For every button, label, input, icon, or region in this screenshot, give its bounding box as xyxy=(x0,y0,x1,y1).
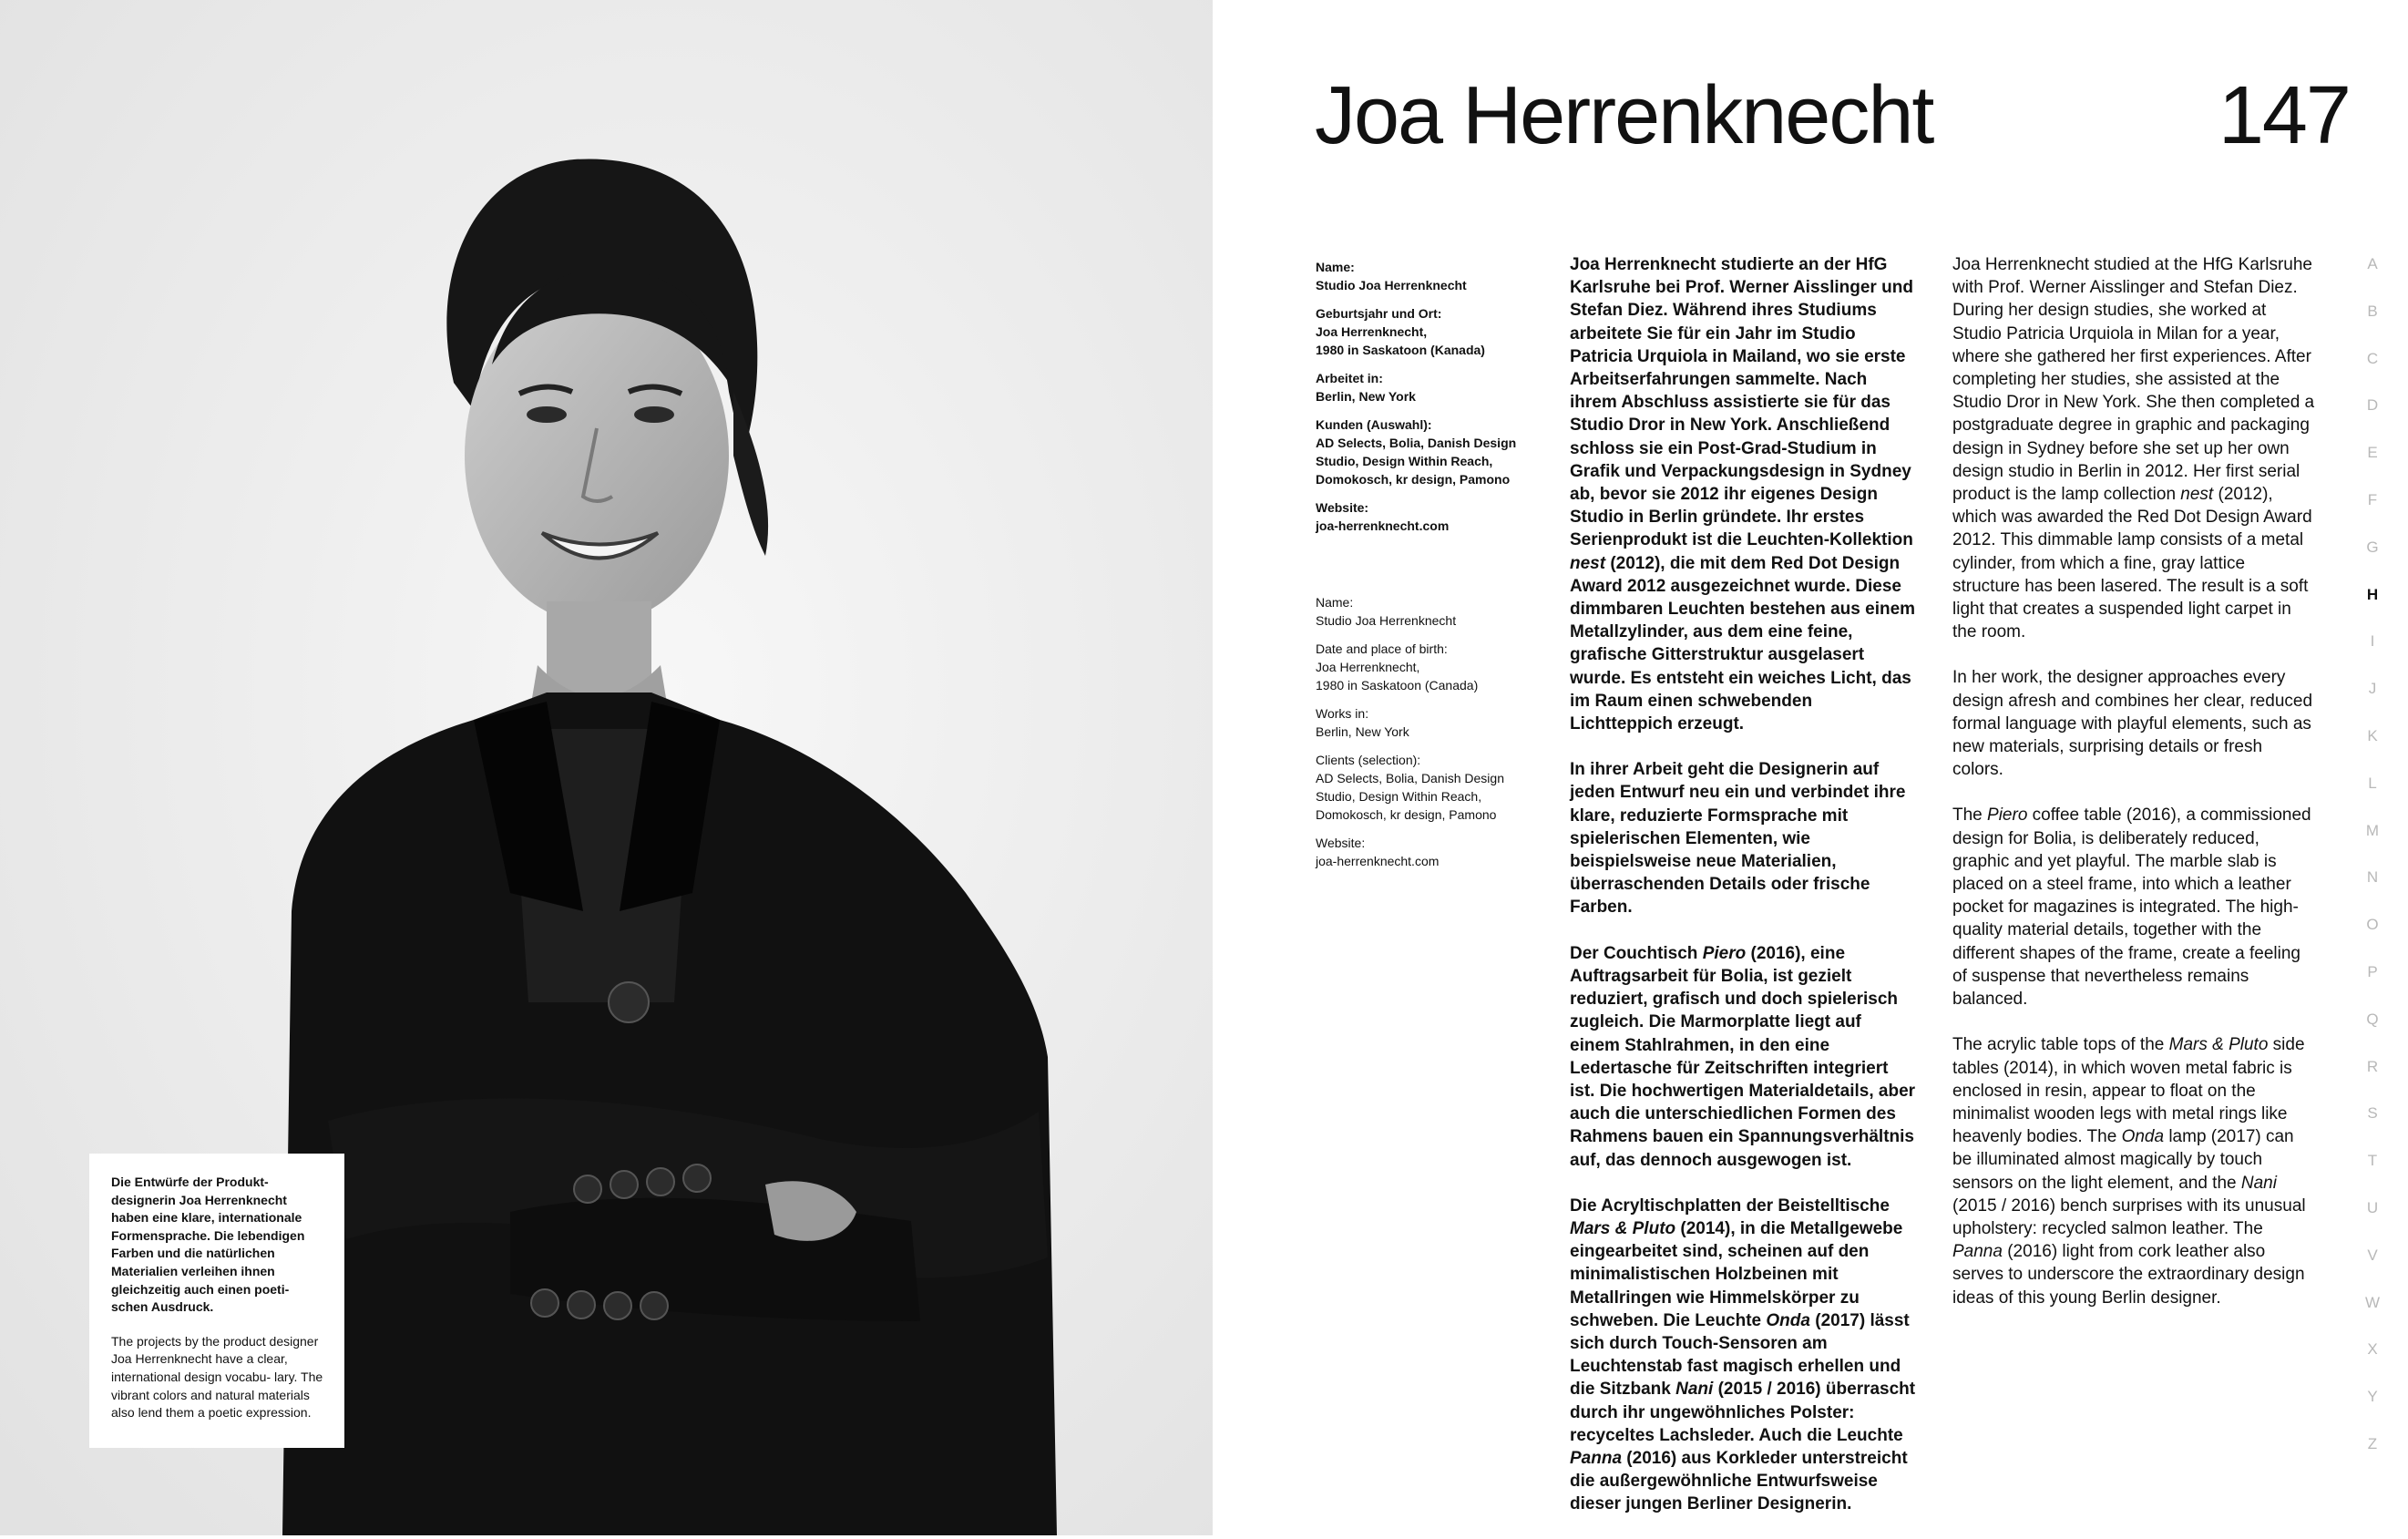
fact-value: Joa Herrenknecht, xyxy=(1316,324,1428,339)
fact-value: joa-herrenknecht.com xyxy=(1316,854,1440,868)
fact-website xyxy=(1316,498,1534,535)
fact-value: Berlin, New York xyxy=(1316,724,1409,739)
fact-value: 1980 in Saskatoon (Canada) xyxy=(1316,678,1479,693)
fact-value: 1980 in Saskatoon (Kanada) xyxy=(1316,343,1485,357)
alphabet-letter-r: R xyxy=(2366,1057,2379,1075)
alphabet-letter-b: B xyxy=(2367,302,2378,320)
alphabet-letter-e: E xyxy=(2367,444,2378,462)
paragraph: Joa Herrenknecht studied at the HfG Karlsruhe with Prof. Werner Aisslinger and Stefan Diez. During her design studies, she worked at Studio Patricia Urquiola in Milan for a year, where she gathered her first experiences. After completing her studies, she assisted at the Studio Dror in New York. She then completed a postgraduate degree in graphic and packaging design in Sydney before she set up her own design studio in Berlin in 2012. Her first serial product is the lamp collection nest (2012), which was awarded the Red Dot Design Award 2012. This dimmable lamp consists of a metal cylinder, from which a fine, gray lattice structure has been lasered. The result is a soft light that creates a suspended light carpet in the room. xyxy=(1952,255,2315,642)
fact-name xyxy=(1316,258,1534,294)
alphabet-letter-i: I xyxy=(2370,632,2375,651)
paragraph: In her work, the designer approaches every design afresh and combines her clear, reduced formal language with playful elements, such as new materials, surprising details or fresh colors. xyxy=(1952,668,2313,780)
alphabet-letter-w: W xyxy=(2364,1293,2381,1311)
designer-name-title: Joa Herrenknecht xyxy=(1315,70,1933,161)
fact-name xyxy=(1316,593,1534,630)
alphabet-letter-c: C xyxy=(2366,349,2379,367)
fact-value: AD Selects, Bolia, Danish Design Studio, Design Within Reach, Domokosch, kr design, Pamono xyxy=(1316,771,1504,822)
alphabet-letter-z: Z xyxy=(2367,1434,2378,1452)
fact-label: Arbeitet in: xyxy=(1316,371,1383,385)
fact-birth xyxy=(1316,640,1534,694)
alphabet-letter-j: J xyxy=(2368,680,2377,698)
page-number: 147 xyxy=(2218,70,2350,161)
fact-value: Joa Herrenknecht, xyxy=(1316,660,1420,674)
caption-german: Die Entwürfe der Produkt- designerin Joa Herrenknecht haben eine klare, internationale Formensprache. Die lebendigen Farben und die natürlichen Materialien verleihen ihnen gleichzeitig auch einen poeti- schen Ausdruck. xyxy=(111,1175,305,1315)
paragraph: The Piero coffee table (2016), a commissioned design for Bolia, is deliberately reduced, graphic and yet playful. The marble slab is placed on a steel frame, into which a leather pocket for magazines is integrated. The high-quality material details, together with the different shapes of the frame, create a feeling of suspense that nevertheless remains balanced. xyxy=(1952,805,2311,1010)
alphabet-letter-m: M xyxy=(2365,821,2380,839)
alphabet-letter-k: K xyxy=(2367,726,2378,744)
paragraph: Joa Herrenknecht studierte an der HfG Karlsruhe bei Prof. Werner Aisslinger und Stefan Diez. Während ihres Studiums arbeitete Sie für ein Jahr im Studio Patricia Urquiola in Mailand, wo sie erste Arbeitserfahrungen sammelte. Nach ihrem Abschluss assistierte sie für das Studio Dror in New York. Anschließend schloss sie ein Post-Grad-Studium in Grafik und Verpackungsdesign in Sydney ab, bevor sie 2012 ihr eigenes Design Studio in Berlin gründete. Ihr erstes Serienprodukt ist die Leuchten-Kollektion nest (2012), die mit dem Red Dot Design Award 2012 ausgezeichnet wurde. Diese dimmbaren Leuchten bestehen aus einem Metallzylinder, aus dem eine feine, grafische Gitterstruktur ausgelasert wurde. Es entsteht ein weiches Licht, das im Raum einen schwebenden Lichtteppich erzeugt. xyxy=(1570,255,1916,734)
paragraph: In ihrer Arbeit geht die Designerin auf jeden Entwurf neu ein und verbindet ihre klare, reduzierte Formsprache mit spielerischen Elementen, wie beispielsweise neue Materialien, überraschenden Details oder frische Farben. xyxy=(1570,760,1906,918)
fact-website xyxy=(1316,834,1534,870)
fact-label: Website: xyxy=(1316,500,1369,515)
paragraph: The acrylic table tops of the Mars & Pluto side tables (2014), in which woven metal fabric is enclosed in resin, appear to float on the minimalist wooden legs with metal rings like heavenly bodies. The Onda lamp (2017) can be illuminated almost magically by touch sensors on the light element, and the Nani (2015 / 2016) bench surprises with its unusual upholstery: recycled salmon leather. The Panna (2016) light from cork leather also serves to underscore the extraordinary design ideas of this young Berlin designer. xyxy=(1952,1035,2306,1308)
photo-caption xyxy=(89,1154,344,1448)
fact-clients xyxy=(1316,416,1534,488)
fact-label: Clients (selection): xyxy=(1316,753,1421,767)
alphabet-letter-u: U xyxy=(2366,1198,2379,1216)
facts-german xyxy=(1316,258,1534,545)
alphabet-letter-n: N xyxy=(2366,868,2379,887)
fact-label: Website: xyxy=(1316,836,1366,850)
fact-label: Works in: xyxy=(1316,706,1369,721)
alphabet-letter-y: Y xyxy=(2367,1388,2378,1406)
paragraph: Der Couchtisch Piero (2016), eine Auftragsarbeit für Bolia, ist gezielt reduziert, grafisch und doch spielerisch zugleich. Die Marmorplatte liegt auf einem Stahlrahmen, in den eine Ledertasche für Zeitschriften integriert ist. Die hochwertigen Materialdetails, aber auch die unterschiedlichen Formen des Rahmens bauen ein Spannungsverhältnis auf, das dennoch ausgewogen ist. xyxy=(1570,943,1916,1170)
alphabet-letter-t: T xyxy=(2367,1152,2378,1170)
body-text-german xyxy=(1570,253,1916,1539)
alphabet-letter-h: H xyxy=(2366,585,2379,603)
alphabet-letter-a: A xyxy=(2367,255,2378,272)
alphabet-letter-x: X xyxy=(2367,1340,2378,1359)
facts-english xyxy=(1316,593,1534,880)
alphabet-letter-d: D xyxy=(2366,396,2379,415)
fact-works xyxy=(1316,369,1534,405)
body-text-english xyxy=(1952,253,2317,1332)
alphabet-letter-f: F xyxy=(2367,490,2378,508)
fact-label: Name: xyxy=(1316,260,1355,274)
alphabet-letter-v: V xyxy=(2367,1246,2378,1264)
fact-value: joa-herrenknecht.com xyxy=(1316,518,1450,533)
fact-works xyxy=(1316,704,1534,741)
fact-value: Studio Joa Herrenknecht xyxy=(1316,278,1467,292)
alphabet-letter-o: O xyxy=(2366,916,2379,934)
fact-label: Name: xyxy=(1316,595,1354,610)
text-page xyxy=(1213,0,2408,1535)
fact-label: Kunden (Auswahl): xyxy=(1316,417,1432,432)
alphabet-letter-s: S xyxy=(2367,1104,2378,1123)
fact-value: Studio Joa Herrenknecht xyxy=(1316,613,1457,628)
fact-clients xyxy=(1316,751,1534,824)
alphabet-letter-l: L xyxy=(2368,774,2377,792)
fact-birth xyxy=(1316,304,1534,359)
fact-label: Geburtsjahr und Ort: xyxy=(1316,306,1442,321)
fact-value: Berlin, New York xyxy=(1316,389,1416,404)
paragraph: Die Acryltischplatten der Beistelltische Mars & Pluto (2014), in die Metallgewebe eingearbeitet sind, scheinen auf den minimalistischen Holzbeinen mit Metallringen wie Himmelskörper zu schweben. Die Leuchte Onda (2017) lässt sich durch Touch-Sensoren am Leuchtenstab fast magisch erhellen und die Sitzbank Nani (2015 / 2016) überrascht durch ihr ungewöhnliches Polster: recyceltes Lachsleder. Auch die Leuchte Panna (2016) aus Korkleder unterstreicht die außergewöhnliche Entwurfsweise dieser jungen Berliner Designerin. xyxy=(1570,1195,1916,1514)
alphabet-index xyxy=(2356,255,2389,1483)
fact-label: Date and place of birth: xyxy=(1316,641,1448,656)
caption-english: The projects by the product designer Joa Herrenknecht have a clear, international design vocabu- lary. The vibrant colors and natural materials also lend them a poetic expression. xyxy=(111,1333,323,1421)
fact-value: AD Selects, Bolia, Danish Design Studio, Design Within Reach, Domokosch, kr design, Pamono xyxy=(1316,436,1517,487)
alphabet-letter-p: P xyxy=(2367,962,2378,980)
alphabet-letter-g: G xyxy=(2366,538,2379,556)
alphabet-letter-q: Q xyxy=(2366,1010,2379,1028)
